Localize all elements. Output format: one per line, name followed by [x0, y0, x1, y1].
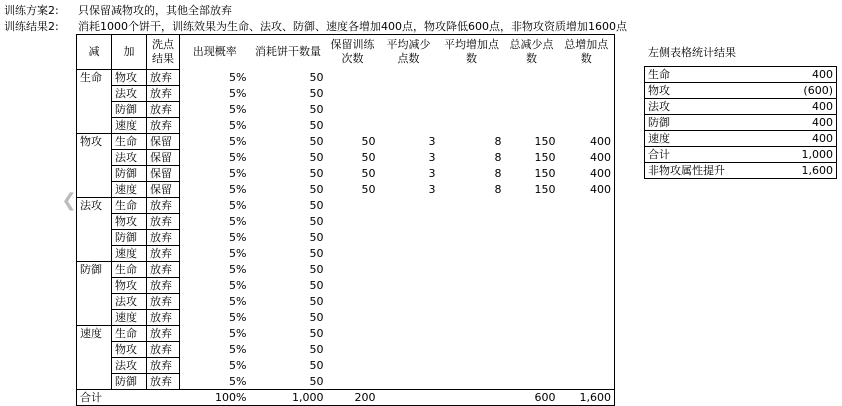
table-row: [77, 150, 615, 166]
cell[interactable]: [439, 262, 505, 278]
cell[interactable]: [77, 102, 112, 118]
cell[interactable]: 放弃: [147, 262, 180, 278]
cell[interactable]: [505, 326, 559, 342]
cell[interactable]: [559, 230, 615, 246]
cell[interactable]: 放弃: [147, 374, 180, 390]
cell[interactable]: 5%: [229, 327, 247, 340]
cell[interactable]: [559, 310, 615, 326]
summary-label[interactable]: 法攻: [645, 99, 743, 115]
cell[interactable]: 放弃: [147, 310, 180, 326]
cell[interactable]: 放弃: [147, 198, 180, 214]
column-header[interactable]: 加: [112, 35, 147, 70]
summary-value[interactable]: 400: [743, 131, 837, 147]
cell[interactable]: 50: [309, 215, 324, 228]
cell[interactable]: 5%: [229, 359, 247, 372]
cell[interactable]: [379, 342, 439, 358]
cell[interactable]: 放弃: [147, 246, 180, 262]
cell[interactable]: 放弃: [147, 358, 180, 374]
cell[interactable]: 生命: [112, 326, 147, 342]
cell[interactable]: [439, 70, 505, 86]
column-header[interactable]: 平均增加点数: [444, 38, 499, 66]
table-row: [77, 118, 615, 134]
column-header[interactable]: 总减少点数: [509, 38, 554, 66]
cell[interactable]: 50: [309, 295, 324, 308]
cell[interactable]: 5%: [229, 231, 247, 244]
cell[interactable]: 物攻: [112, 214, 147, 230]
cell[interactable]: [505, 230, 559, 246]
plan-line: [4, 2, 232, 18]
total-row: [77, 390, 615, 406]
cell[interactable]: [379, 230, 439, 246]
cell[interactable]: 速度: [112, 182, 147, 198]
cell[interactable]: [327, 70, 379, 86]
cell[interactable]: [327, 86, 379, 102]
cell[interactable]: 法攻: [112, 358, 147, 374]
cell[interactable]: [559, 198, 615, 214]
cell[interactable]: 8: [494, 183, 502, 196]
cell[interactable]: 速度: [112, 310, 147, 326]
cell[interactable]: 5%: [229, 167, 247, 180]
cell[interactable]: 放弃: [147, 342, 180, 358]
cell[interactable]: 50: [309, 135, 324, 148]
cell[interactable]: [77, 166, 112, 182]
cell[interactable]: 400: [590, 183, 611, 196]
cell[interactable]: 5%: [229, 295, 247, 308]
cell[interactable]: 5%: [229, 311, 247, 324]
cell[interactable]: [505, 246, 559, 262]
cell[interactable]: [379, 390, 439, 406]
cell[interactable]: [505, 70, 559, 86]
summary-value[interactable]: 400: [743, 67, 837, 83]
summary-row: [645, 99, 837, 115]
cell[interactable]: 5%: [229, 151, 247, 164]
cell[interactable]: 3: [428, 167, 436, 180]
cell[interactable]: 5%: [229, 103, 247, 116]
cell[interactable]: 50: [309, 103, 324, 116]
cell[interactable]: [505, 214, 559, 230]
cell[interactable]: 50: [309, 151, 324, 164]
cell[interactable]: [439, 86, 505, 102]
cell[interactable]: [77, 150, 112, 166]
cell[interactable]: 5%: [229, 343, 247, 356]
result-label: 训练结果2:: [4, 20, 59, 33]
summary-label[interactable]: 物攻: [645, 83, 743, 99]
summary-row: [645, 115, 837, 131]
summary-row: [645, 147, 837, 163]
plan-label: 训练方案2:: [4, 4, 59, 17]
summary-value[interactable]: 400: [743, 115, 837, 131]
cell[interactable]: 防御: [112, 230, 147, 246]
cell[interactable]: 物攻: [112, 342, 147, 358]
cell[interactable]: 50: [309, 119, 324, 132]
cell[interactable]: [327, 198, 379, 214]
cell[interactable]: [379, 102, 439, 118]
cell[interactable]: 保留: [147, 150, 180, 166]
cell[interactable]: 放弃: [147, 230, 180, 246]
cell[interactable]: 50: [361, 167, 376, 180]
cell[interactable]: [439, 102, 505, 118]
cell[interactable]: 法攻: [112, 294, 147, 310]
side-title: 左侧表格统计结果: [648, 46, 736, 59]
cell[interactable]: [505, 342, 559, 358]
cell[interactable]: [327, 342, 379, 358]
cell[interactable]: [559, 102, 615, 118]
cell[interactable]: 5%: [229, 247, 247, 260]
summary-row: [645, 163, 837, 179]
cell[interactable]: 50: [309, 183, 324, 196]
table-row: [77, 214, 615, 230]
cell[interactable]: [379, 278, 439, 294]
cell[interactable]: [327, 326, 379, 342]
cell[interactable]: [439, 230, 505, 246]
cell[interactable]: 400: [590, 135, 611, 148]
cell[interactable]: [505, 310, 559, 326]
cell[interactable]: [77, 86, 112, 102]
table-row: [77, 294, 615, 310]
summary-label[interactable]: 防御: [645, 115, 743, 131]
cell[interactable]: [327, 230, 379, 246]
cell[interactable]: [327, 102, 379, 118]
cell[interactable]: [327, 358, 379, 374]
cell[interactable]: [112, 390, 147, 406]
cell[interactable]: 50: [309, 87, 324, 100]
cell[interactable]: 放弃: [147, 294, 180, 310]
table-row: [77, 262, 615, 278]
cell[interactable]: 放弃: [147, 326, 180, 342]
cell[interactable]: [379, 374, 439, 390]
cell[interactable]: 法攻: [77, 198, 112, 214]
cell[interactable]: [379, 294, 439, 310]
summary-value[interactable]: 1,600: [743, 163, 837, 179]
cell[interactable]: 放弃: [147, 118, 180, 134]
summary-label[interactable]: 速度: [645, 131, 743, 147]
cell[interactable]: [379, 262, 439, 278]
cell[interactable]: 50: [361, 183, 376, 196]
header-row: [77, 35, 615, 70]
table-row: [77, 166, 615, 182]
cell[interactable]: [77, 342, 112, 358]
summary-row: [645, 67, 837, 83]
cell[interactable]: 8: [494, 135, 502, 148]
table-row: [77, 134, 615, 150]
cell[interactable]: 50: [309, 167, 324, 180]
cell[interactable]: [559, 246, 615, 262]
cell[interactable]: 50: [309, 199, 324, 212]
cell[interactable]: 防御: [112, 374, 147, 390]
cell[interactable]: [147, 390, 180, 406]
cell[interactable]: 防御: [112, 166, 147, 182]
cell[interactable]: [77, 374, 112, 390]
summary-table: [644, 66, 837, 179]
cell[interactable]: [505, 278, 559, 294]
cell[interactable]: [379, 70, 439, 86]
cell[interactable]: [439, 118, 505, 134]
cell[interactable]: [77, 214, 112, 230]
cell[interactable]: [439, 278, 505, 294]
cell[interactable]: [379, 86, 439, 102]
cell[interactable]: [77, 278, 112, 294]
cell[interactable]: [327, 278, 379, 294]
result-text: 消耗1000个饼干，训练效果为生命、法攻、防御、速度各增加400点，物攻降低600点，非物攻资质增加1600点: [78, 20, 627, 33]
cell[interactable]: 3: [428, 135, 436, 148]
cell[interactable]: 放弃: [147, 278, 180, 294]
cell[interactable]: [379, 358, 439, 374]
cell[interactable]: [327, 214, 379, 230]
cell[interactable]: 生命: [112, 134, 147, 150]
cell[interactable]: 150: [534, 167, 556, 180]
cell[interactable]: 保留: [147, 182, 180, 198]
cell[interactable]: 8: [494, 167, 502, 180]
table-row: [77, 326, 615, 342]
cell[interactable]: [327, 294, 379, 310]
cell[interactable]: [439, 246, 505, 262]
cell[interactable]: [439, 390, 505, 406]
cell[interactable]: 放弃: [147, 102, 180, 118]
cell[interactable]: 防御: [112, 102, 147, 118]
cell[interactable]: [439, 214, 505, 230]
summary-label[interactable]: 合计: [645, 147, 743, 163]
cell[interactable]: [439, 358, 505, 374]
summary-row: [645, 83, 837, 99]
cell[interactable]: 生命: [112, 198, 147, 214]
cell[interactable]: 放弃: [147, 70, 180, 86]
cell[interactable]: [327, 118, 379, 134]
cell[interactable]: 100%: [180, 390, 250, 406]
cell[interactable]: [505, 118, 559, 134]
cell[interactable]: [77, 230, 112, 246]
cell[interactable]: [379, 246, 439, 262]
cell[interactable]: [77, 182, 112, 198]
cell[interactable]: 50: [309, 279, 324, 292]
cell[interactable]: [77, 310, 112, 326]
cell[interactable]: 5%: [229, 279, 247, 292]
cell[interactable]: [559, 262, 615, 278]
cell[interactable]: [505, 102, 559, 118]
cell[interactable]: 150: [534, 183, 556, 196]
column-header[interactable]: 减: [77, 35, 112, 70]
cell[interactable]: 5%: [229, 71, 247, 84]
cell[interactable]: [327, 246, 379, 262]
table-row: [77, 102, 615, 118]
table-row: [77, 230, 615, 246]
cell[interactable]: 防御: [77, 262, 112, 278]
summary-row: [645, 131, 837, 147]
cell[interactable]: 5%: [229, 87, 247, 100]
cell[interactable]: [379, 118, 439, 134]
cell[interactable]: [439, 374, 505, 390]
cell[interactable]: 8: [494, 151, 502, 164]
table-row: [77, 310, 615, 326]
summary-value[interactable]: 400: [743, 99, 837, 115]
cell[interactable]: [559, 70, 615, 86]
cell[interactable]: 生命: [77, 70, 112, 86]
column-header[interactable]: 平均减少点数: [386, 38, 431, 66]
table-row: [77, 182, 615, 198]
cell[interactable]: 速度: [77, 326, 112, 342]
cell[interactable]: 法攻: [112, 86, 147, 102]
cell[interactable]: [77, 358, 112, 374]
cell[interactable]: 速度: [112, 246, 147, 262]
cell[interactable]: 法攻: [112, 150, 147, 166]
column-header[interactable]: 保留训练次数: [330, 38, 375, 66]
cell[interactable]: [559, 374, 615, 390]
cell[interactable]: [379, 214, 439, 230]
cell[interactable]: 5%: [229, 135, 247, 148]
cell[interactable]: 3: [428, 183, 436, 196]
summary-label[interactable]: 非物攻属性提升: [645, 163, 743, 179]
cell[interactable]: 50: [309, 71, 324, 84]
cell[interactable]: 50: [309, 327, 324, 340]
training-table: [76, 34, 615, 406]
cell[interactable]: 5%: [229, 215, 247, 228]
cell[interactable]: [559, 326, 615, 342]
cell[interactable]: 400: [590, 151, 611, 164]
cell[interactable]: [379, 326, 439, 342]
cell[interactable]: [379, 198, 439, 214]
cell[interactable]: [439, 198, 505, 214]
cell[interactable]: [77, 246, 112, 262]
cell[interactable]: 1,000: [250, 390, 327, 406]
cell[interactable]: 200: [327, 390, 379, 406]
cell[interactable]: [77, 294, 112, 310]
left-arrow-icon[interactable]: ❮: [61, 190, 77, 211]
cell[interactable]: 50: [309, 247, 324, 260]
cell[interactable]: [559, 358, 615, 374]
plan-text: 只保留减物攻的，其他全部放弃: [78, 4, 232, 17]
cell[interactable]: 保留: [147, 134, 180, 150]
cell[interactable]: [505, 358, 559, 374]
cell[interactable]: [379, 310, 439, 326]
cell[interactable]: 50: [309, 263, 324, 276]
column-header[interactable]: 洗点结果: [147, 35, 180, 70]
cell[interactable]: [559, 118, 615, 134]
table-row: [77, 278, 615, 294]
cell[interactable]: 5%: [229, 263, 247, 276]
cell[interactable]: 保留: [147, 166, 180, 182]
table-row: [77, 86, 615, 102]
table-row: [77, 342, 615, 358]
table-row: [77, 246, 615, 262]
cell[interactable]: 50: [361, 135, 376, 148]
cell[interactable]: 5%: [229, 374, 247, 388]
summary-value[interactable]: (600): [743, 83, 837, 99]
cell[interactable]: 400: [590, 167, 611, 180]
cell[interactable]: 50: [361, 151, 376, 164]
cell[interactable]: 600: [505, 390, 559, 406]
cell[interactable]: 物攻: [112, 70, 147, 86]
result-line: [4, 18, 627, 34]
table-row: [77, 358, 615, 374]
cell[interactable]: [327, 262, 379, 278]
cell[interactable]: 放弃: [147, 214, 180, 230]
cell[interactable]: 速度: [112, 118, 147, 134]
cell[interactable]: 50: [309, 231, 324, 244]
summary-label[interactable]: 生命: [645, 67, 743, 83]
cell[interactable]: [559, 294, 615, 310]
cell[interactable]: [559, 278, 615, 294]
cell[interactable]: 5%: [229, 119, 247, 132]
column-header[interactable]: 消耗饼干数量: [255, 45, 321, 59]
cell[interactable]: 150: [534, 135, 556, 148]
cell[interactable]: [505, 294, 559, 310]
cell[interactable]: 50: [309, 343, 324, 356]
cell[interactable]: [439, 342, 505, 358]
cell[interactable]: 1,600: [559, 390, 615, 406]
column-header[interactable]: 出现概率: [192, 45, 237, 59]
cell[interactable]: [439, 326, 505, 342]
cell[interactable]: 物攻: [112, 278, 147, 294]
table-row: [77, 374, 615, 390]
cell[interactable]: [505, 262, 559, 278]
cell[interactable]: 3: [428, 151, 436, 164]
cell[interactable]: [439, 294, 505, 310]
table-row: [77, 70, 615, 86]
cell[interactable]: [439, 310, 505, 326]
cell[interactable]: [559, 342, 615, 358]
cell[interactable]: [505, 198, 559, 214]
cell[interactable]: [559, 214, 615, 230]
cell[interactable]: 放弃: [147, 86, 180, 102]
cell[interactable]: [327, 374, 379, 390]
cell[interactable]: 5%: [229, 199, 247, 212]
cell[interactable]: 5%: [229, 183, 247, 196]
cell[interactable]: 50: [309, 311, 324, 324]
cell[interactable]: [505, 86, 559, 102]
cell[interactable]: 生命: [112, 262, 147, 278]
column-header[interactable]: 总增加点数: [564, 38, 609, 66]
cell[interactable]: 合计: [77, 390, 112, 406]
cell[interactable]: 50: [309, 359, 324, 372]
cell[interactable]: [77, 118, 112, 134]
cell[interactable]: [505, 374, 559, 390]
cell[interactable]: 150: [534, 151, 556, 164]
table-row: [77, 198, 615, 214]
cell[interactable]: 物攻: [77, 134, 112, 150]
cell[interactable]: [559, 86, 615, 102]
cell[interactable]: [327, 310, 379, 326]
cell[interactable]: 50: [309, 374, 324, 388]
summary-value[interactable]: 1,000: [743, 147, 837, 163]
